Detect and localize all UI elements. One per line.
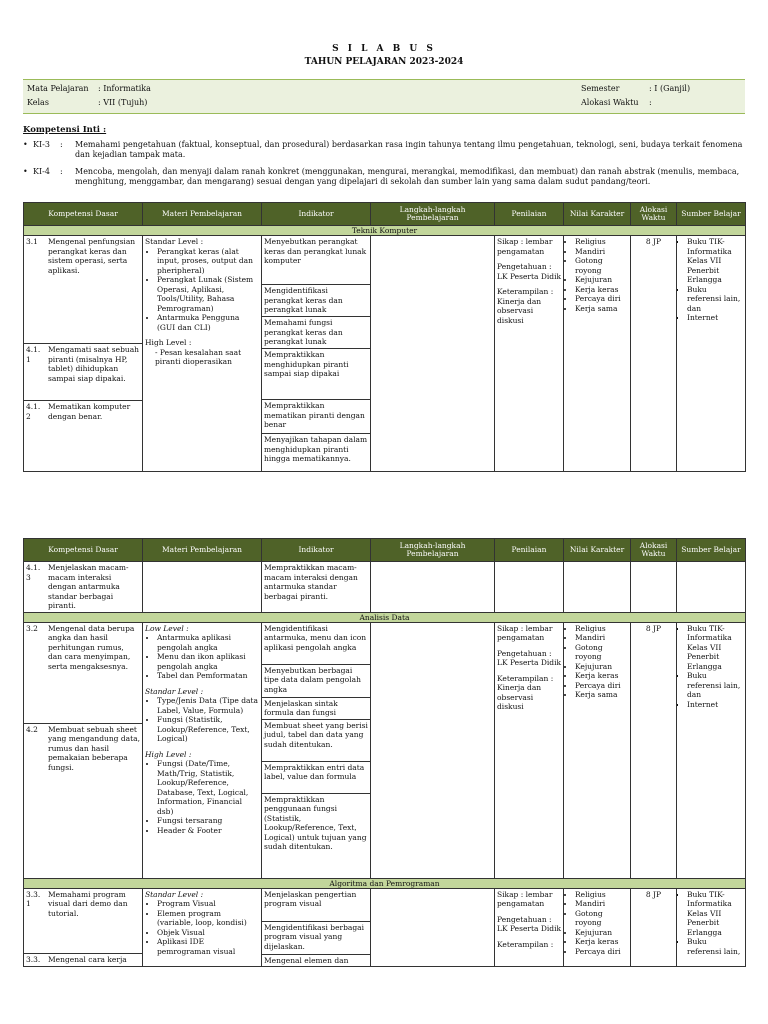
kd-item: 4.1. 1 Mengamati saat sebuah piranti (misalnya HP, tablet) dihidupkan sampai siap dipakai. xyxy=(24,343,142,400)
table-row: 4.1. 3 Menjelaskan macam-macam interaksi dengan antarmuka standar berbagai piranti. Mempraktikkan macam-macam interaksi dengan antarmuka standar berbagai piranti. xyxy=(24,562,746,613)
penilaian-cell: Sikap : lembar pengamatan Pengetahuan : LK Peserta Didik Keterampilan : Kinerja dan observasi diskusi xyxy=(495,236,564,472)
bullet-icon: • xyxy=(23,140,28,149)
semester-value: : I (Ganjil) xyxy=(649,84,691,93)
document-subtitle: TAHUN PELAJARAN 2023-2024 xyxy=(304,57,464,67)
section-teknik-komputer: Teknik Komputer xyxy=(24,226,746,236)
langkah-cell xyxy=(371,236,495,472)
col-alokasi: Alokasi Waktu xyxy=(631,203,677,226)
indikator-cell: Menyebutkan perangkat keras dan perangkat lunak komputer Mengidentifikasi perangkat keras dan perangkat lunak Memahami fungsi perangkat keras dan perangkat lunak Mempraktikkan menghidupkan piranti sampai siap dipakai Mempraktikkan mematikan piranti dengan benar Menyajikan tahapan dalam menghidupkan piranti hingga mematikannya. xyxy=(262,236,371,472)
kd-item: 4.1. 2 Mematikan komputer dengan benar. xyxy=(24,400,142,422)
table-row xyxy=(24,236,746,472)
col-materi: Materi Pembelajaran xyxy=(143,203,262,226)
alokasi-label: Alokasi Waktu xyxy=(581,98,639,107)
silabus-table-1 xyxy=(23,202,746,472)
materi-cell: Low Level : • Antarmuka aplikasi pengolah angka • Menu dan ikon aplikasi pengolah angka • Tabel dan Pemformatan Standar Level : • Type/Jenis Data (Tipe data Label, Value, Formula) • Fungsi (Statistik, Lookup/Reference, Text, Logical) High Level : • Fungsi (Date/Time, Math/Trig, Statistik, Lookup/Reference, Database, Text, Logical, Information, Financial dsb) • Fungsi tersarang • Header & Footer xyxy=(143,622,262,878)
materi-cell: Standar Level : • Perangkat keras (alat input, proses, output dan pheripheral) • Perangkat Lunak (Sistem Operasi, Aplikasi, Tools/Utility, Bahasa Pemrograman) • Antarmuka Pengguna (GUI dan CLI) High Level : - Pesan kesalahan saat piranti dioperasikan xyxy=(143,236,262,472)
col-nilai-karakter: Nilai Karakter xyxy=(564,203,631,226)
nilai-karakter-cell: • Religius • Mandiri • Gotong royong • Kejujuran • Kerja keras • Percaya diri • Kerja sama xyxy=(564,236,631,472)
sumber-cell: ▪ Buku TIK-Informatika Kelas VII Penerbit Erlangga ▪ Buku referensi lain, dan ▪ Internet xyxy=(677,236,746,472)
table-row: 3.2 Mengenal data berupa angka dan hasil perhitungan rumus, dan cara menyimpan, serta mengaksesnya. 4.2 Membuat sebuah sheet yang mengandung data, rumus dan hasil pemakaian beberapa fungsi. Low Level : • Antarmuka aplikasi pengolah angka • Menu dan ikon aplikasi pengolah angka • Tabel dan Pemformatan Standar Level : • Type/Jenis Data (Tipe data Label, Value, Formula) • Fungsi (Statistik, Lookup/Reference, Text, Logical) High Level : • Fungsi (Date/Time, Math/Trig, Statistik, Lookup/Reference, Database, Text, Logical, Information, Financial dsb) • Fungsi tersarang • Header & Footer Mengidentifikasi antarmuka, menu dan icon aplikasi pengolah angka Menyebutkan berbagai tipe data dalam pengolah angka Menjelaskan sintak formula dan fungsi Membuat sheet yang berisi judul, tabel dan data yang sudah ditentukan. Mempraktikkan entri data label, value dan formula Mempraktikkan penggunaan fungsi (Statistik, Lookup/Reference, Text, Logical) untuk tujuan yang sudah ditentukan. Sikap : lembar pengamatan Pengetahuan : LK Peserta Didik Keterampilan : Kinerja dan observasi diskusi • Religius • Mandiri • Gotong royong • Kejujuran • Kerja keras • Percaya diri • Kerja sama 8 JP ▪ Buku TIK-Informatika Kelas VII Penerbit Erlangga ▪ Buku referensi lain, dan ▪ Internet xyxy=(24,622,746,878)
document-title: S I L A B U S xyxy=(332,44,436,54)
col-sumber: Sumber Belajar xyxy=(677,203,746,226)
kd-item: 4.1. 3 Menjelaskan macam-macam interaksi dengan antarmuka standar berbagai piranti. xyxy=(24,562,143,613)
ki-3-text: Memahami pengetahuan (faktual, konseptual, dan prosedural) berdasarkan rasa ingin tahunya tentang ilmu pengetahuan, teknologi, seni, budaya terkait fenomena dan kejadian tampak mata. xyxy=(75,140,743,159)
ki-4-text: Mencoba, mengolah, dan menyaji dalam ranah konkret (menggunakan, mengurai, merangkai, memodifikasi, dan membuat) dan ranah abstrak (menulis, membaca, menghitung, menggambar, dan mengarang) sesuai dengan yang dipelajari di sekolah dan sumber lain yang sama dalam sudut pandang/teori. xyxy=(75,167,740,186)
bullet-icon: • xyxy=(23,167,28,176)
indikator-cell: Mengidentifikasi antarmuka, menu dan icon aplikasi pengolah angka Menyebutkan berbagai tipe data dalam pengolah angka Menjelaskan sintak formula dan fungsi Membuat sheet yang berisi judul, tabel dan data yang sudah ditentukan. Mempraktikkan entri data label, value dan formula Mempraktikkan penggunaan fungsi (Statistik, Lookup/Reference, Text, Logical) untuk tujuan yang sudah ditentukan. xyxy=(262,622,371,878)
mapel-value: : Informatika xyxy=(98,84,151,93)
kelas-label: Kelas xyxy=(27,98,49,107)
section-algoritma: Algoritma dan Pemrograman xyxy=(24,878,746,888)
semester-label: Semester xyxy=(581,84,620,93)
mapel-label: Mata Pelajaran xyxy=(27,84,89,93)
silabus-table-2 xyxy=(23,538,746,967)
ki-heading: Kompetensi Inti : xyxy=(23,125,107,135)
table-header-row xyxy=(24,203,746,226)
table-header-row: Kompetensi Dasar Materi Pembelajaran Indikator Langkah-langkah Pembelajaran Penilaian Nilai Karakter Alokasi Waktu Sumber Belajar xyxy=(24,539,746,562)
section-analisis-data: Analisis Data xyxy=(24,612,746,622)
col-penilaian: Penilaian xyxy=(495,203,564,226)
table-row: 3.3. 1 Memahami program visual dari demo dan tutorial. 3.3. Mengenal cara kerja Standar Level : • Program Visual • Elemen program (variable, loop, kondisi) • Objek Visual • Aplikasi IDE pemrograman visual Menjelaskan pengertian program visual Mengidentifikasi berbagai program visual yang dijelaskan. Mengenal elemen dan Sikap : lembar pengamatan Pengetahuan : LK Peserta Didik Keterampilan : • Religius • Mandiri • Gotong royong • Kejujuran • Kerja keras • Percaya diri 8 JP ▪ Buku TIK-Informatika Kelas VII Penerbit Erlangga ▪ Buku referensi lain, xyxy=(24,888,746,967)
alokasi-cell: 8 JP xyxy=(631,236,677,472)
col-langkah: Langkah-langkah Pembelajaran xyxy=(371,203,495,226)
kd-item: 3.2 Mengenal data berupa angka dan hasil perhitungan rumus, dan cara menyimpan, serta mengaksesnya. xyxy=(26,623,135,671)
kd-item: 3.3. 1 Memahami program visual dari demo dan tutorial. xyxy=(26,889,128,918)
col-kompetensi-dasar: Kompetensi Dasar xyxy=(24,203,143,226)
ki-4-code: KI-4 xyxy=(33,167,50,176)
alokasi-value: : xyxy=(649,98,652,107)
kd-item: 4.2 Membuat sebuah sheet yang mengandung data, rumus dan hasil pemakaian beberapa fungsi. xyxy=(26,724,140,772)
kd-item: 3.3. Mengenal cara kerja xyxy=(24,953,142,966)
subject-info-box xyxy=(23,79,745,114)
kd-item: 3.1 Mengenal penfungsian perangkat keras dan sistem operasi, serta aplikasi. xyxy=(26,237,136,275)
col-indikator: Indikator xyxy=(262,203,371,226)
silabus-page: S I L A B U S TAHUN PELAJARAN 2023-2024 Mata Pelajaran : Informatika Kelas : VII (Tujuh) Semester : I (Ganjil) Alokasi Waktu : Kompetensi Inti : • KI-3 : Memahami pengetahuan (faktual, konseptual, dan prosedural) berdasarkan rasa ingin tahunya tentang ilmu pengetahuan, teknologi, seni, budaya terkait fenomena dan kejadian tampak mata. • KI-4 : Mencoba, mengolah, dan menyaji dalam ranah konkret (menggunakan, mengurai, merangkai, memodifikasi, dan membuat) dan ranah abstrak (menulis, membaca, menghitung, menggambar, dan mengarang) sesuai dengan yang dipelajari di sekolah dan sumber lain yang sama dalam sudut pandang/teori. Kompetensi Dasar Materi Pembelajaran Indikator Langkah-langkah Pembelajaran Penilaian Nilai Karakter Alokasi Waktu Sumber Belajar Teknik Komputer 3.1 Mengenal penfungsian perangkat keras dan sistem operasi, serta aplikasi. 4.1. 1 Mengamati saat sebuah piranti (misalnya HP, tablet) dihidupkan sampai siap dipakai. 4.1. 2 Mematikan komputer dengan benar. Standar Level : • Perangkat keras (alat input, proses, output dan pheripheral) • Perangkat Lunak (Sistem Operasi, Aplikasi, Tools/Utility, Bahasa Pemrograman) • Antarmuka Pengguna (GUI dan CLI) High Level : - Pesan kesalahan saat piranti dioperasikan Menyebutkan perangkat keras dan perangkat lunak komputer Mengidentifikasi perangkat keras dan perangkat lunak Memahami fungsi perangkat keras dan perangkat lunak Mempraktikkan menghidupkan piranti sampai siap dipakai Mempraktikkan mematikan piranti dengan benar Menyajikan tahapan dalam menghidupkan piranti hingga mematikannya. Sikap : lembar pengamatan Pengetahuan : LK Peserta Didik Keterampilan : Kinerja dan observasi diskusi • Religius • Mandiri • Gotong royong • Kejujuran • Kerja keras • Percaya diri • Kerja sama 8 JP ▪ Buku TIK-Informatika Kelas VII Penerbit Erlangga ▪ Buku referensi lain, dan ▪ Internet Kompetensi Dasar Materi Pembelajaran Indikator Langkah-langkah Pembelajaran Penilaian Nilai Karakter Alokasi Waktu Sumber Belajar 4.1. 3 Menjelaskan macam-macam interaksi dengan antarmuka standar berbagai piranti. Mempraktikkan macam-macam interaksi dengan antarmuka standar berbagai piranti. Analisis Data 3.2 Mengenal data berupa angka dan hasil perhitungan rumus, dan cara menyimpan, serta mengaksesnya. 4.2 Membuat sebuah sheet yang mengandung data, rumus dan hasil pemakaian beberapa fungsi. Low Level : • Antarmuka aplikasi pengolah angka • Menu dan ikon aplikasi pengolah angka • Tabel dan Pemformatan Standar Level : • Type/Jenis Data (Tipe data Label, Value, Formula) • Fungsi (Statistik, Lookup/Reference, Text, Logical) High Level : • Fungsi (Date/Time, Math/Trig, Statistik, Lookup/Reference, Database, Text, Logical, Information, Financial dsb) • Fungsi tersarang • Header & Footer Mengidentifikasi antarmuka, menu dan icon aplikasi pengolah angka Menyebutkan berbagai tipe data dalam pengolah angka Menjelaskan sintak formula dan fungsi Membuat sheet yang berisi judul, tabel dan data yang sudah ditentukan. Mempraktikkan entri data label, value dan formula Mempraktikkan penggunaan fungsi (Statistik, Lookup/Reference, Text, Logical) untuk tujuan yang sudah ditentukan. Sikap : lembar pengamatan Pengetahuan : LK Peserta Didik Keterampilan : Kinerja dan observasi diskusi • Religius • Mandiri • Gotong royong • Kejujuran • Kerja keras • Percaya diri • Kerja sama 8 JP ▪ Buku TIK-Informatika Kelas VII Penerbit Erlangga ▪ Buku referensi lain, dan ▪ Internet Algoritma dan Pemrograman 3.3. 1 Memahami program visual dari demo dan tutorial. 3.3. Mengenal cara kerja Standar Level : • Program Visual • Elemen program (variable, loop, kondisi) • Objek Visual • Aplikasi IDE pemrograman visual Menjelaskan pengertian program visual Mengidentifikasi berbagai program visual yang dijelaskan. Mengenal elemen dan Sikap : lembar pengamatan Pengetahuan : LK Peserta Didik Keterampilan : • Religius • Mandiri • Gotong royong • Kejujuran • Kerja keras • Percaya diri 8 JP ▪ Buku TIK-Informatika Kelas VII Penerbit Erlangga ▪ Buku referensi lain, xyxy=(0,0,768,1024)
ki-3-code: KI-3 xyxy=(33,140,50,149)
kelas-value: : VII (Tujuh) xyxy=(98,98,148,107)
